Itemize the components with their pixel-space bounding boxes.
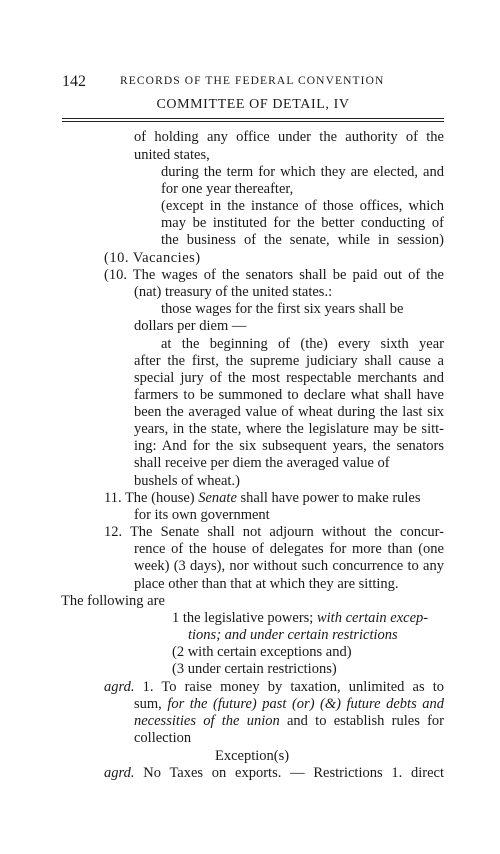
section-title: COMMITTEE OF DETAIL, IV bbox=[156, 97, 350, 112]
text-line bbox=[188, 626, 398, 644]
text-line bbox=[134, 695, 444, 713]
text-span: shall have power to make rules bbox=[240, 490, 421, 506]
page-number: 142 bbox=[62, 73, 86, 90]
text-line: The following are bbox=[61, 593, 165, 609]
italic-span: agrd. bbox=[104, 765, 135, 781]
text-line: place other than that at which they are sitting. bbox=[134, 576, 399, 592]
text-line: bushels of wheat.) bbox=[134, 473, 240, 489]
text-line: collection bbox=[134, 730, 192, 746]
text-line: 12. The Senate shall not adjourn without the concur- bbox=[104, 524, 444, 540]
text-line: united states, bbox=[134, 147, 210, 163]
italic-span: agrd. bbox=[104, 679, 135, 695]
text-line: (except in the instance of those offices, which bbox=[161, 198, 444, 214]
text-line: dollars per diem — bbox=[134, 318, 247, 334]
text-line: may be instituted for the better conducting of bbox=[161, 215, 444, 231]
text-span: sum, bbox=[134, 696, 162, 712]
header-rule bbox=[62, 121, 444, 122]
text-line: (3 under certain restrictions) bbox=[172, 661, 337, 677]
italic-span: necessities of the union bbox=[134, 713, 280, 729]
running-title: RECORDS OF THE FEDERAL CONVENTION bbox=[120, 75, 385, 87]
italic-span: for the (future) past (or) (&) future debts and bbox=[167, 696, 444, 712]
text-line: (10. Vacancies) bbox=[104, 250, 201, 266]
text-line: for one year thereafter, bbox=[161, 181, 294, 197]
text-line bbox=[172, 609, 428, 627]
text-line bbox=[104, 489, 421, 507]
text-span: and to establish rules for bbox=[287, 713, 445, 729]
text-line: years, in the state, where the legislature may be sitt- bbox=[134, 421, 444, 437]
header-rule bbox=[62, 118, 444, 119]
text-line: (nat) treasury of the united states.: bbox=[134, 284, 333, 300]
text-span: 1 the legislative powers; bbox=[172, 610, 314, 626]
text-line: during the term for which they are elected, and bbox=[161, 164, 444, 180]
italic-span: Senate bbox=[198, 490, 237, 506]
italic-span: tions; and under certain restrictions bbox=[188, 627, 398, 643]
text-line: rence of the house of delegates for more than (one bbox=[134, 541, 444, 557]
text-line: special jury of the most respectable merchants and bbox=[134, 370, 444, 386]
text-span: No Taxes on exports. — Restrictions bbox=[143, 765, 383, 781]
text-line: ing: And for the six subsequent years, the senators bbox=[134, 438, 444, 454]
text-line: for its own government bbox=[134, 507, 270, 523]
text-line: those wages for the first six years shall be bbox=[161, 301, 404, 317]
text-line: week) (3 days), nor without such concurrence to any bbox=[134, 558, 444, 574]
text-line bbox=[104, 678, 444, 696]
text-line: (2 with certain exceptions and) bbox=[172, 644, 352, 660]
italic-span: with certain excep- bbox=[316, 610, 429, 626]
text-line: at the beginning of (the) every sixth year bbox=[161, 336, 444, 352]
text-line bbox=[104, 764, 444, 782]
text-line: been the averaged value of wheat during the last six bbox=[134, 404, 444, 420]
text-line: of holding any office under the authority of the bbox=[134, 129, 444, 145]
text-span: 11. The (house) bbox=[104, 490, 195, 506]
text-line: farmers to be summoned to declare what shall have bbox=[134, 387, 444, 403]
text-line: Exception(s) bbox=[215, 748, 290, 764]
text-span: 1. direct bbox=[391, 765, 445, 781]
text-line: the business of the senate, while in session) bbox=[161, 232, 444, 248]
text-line bbox=[134, 712, 444, 730]
text-span: 1. To raise money by taxation, unlimited as to bbox=[142, 679, 445, 695]
text-line: (10. The wages of the senators shall be paid out of the bbox=[104, 267, 444, 283]
text-line: shall receive per diem the averaged value of bbox=[134, 455, 390, 471]
text-line: after the first, the supreme judiciary shall cause a bbox=[134, 353, 444, 369]
running-head bbox=[62, 73, 444, 91]
